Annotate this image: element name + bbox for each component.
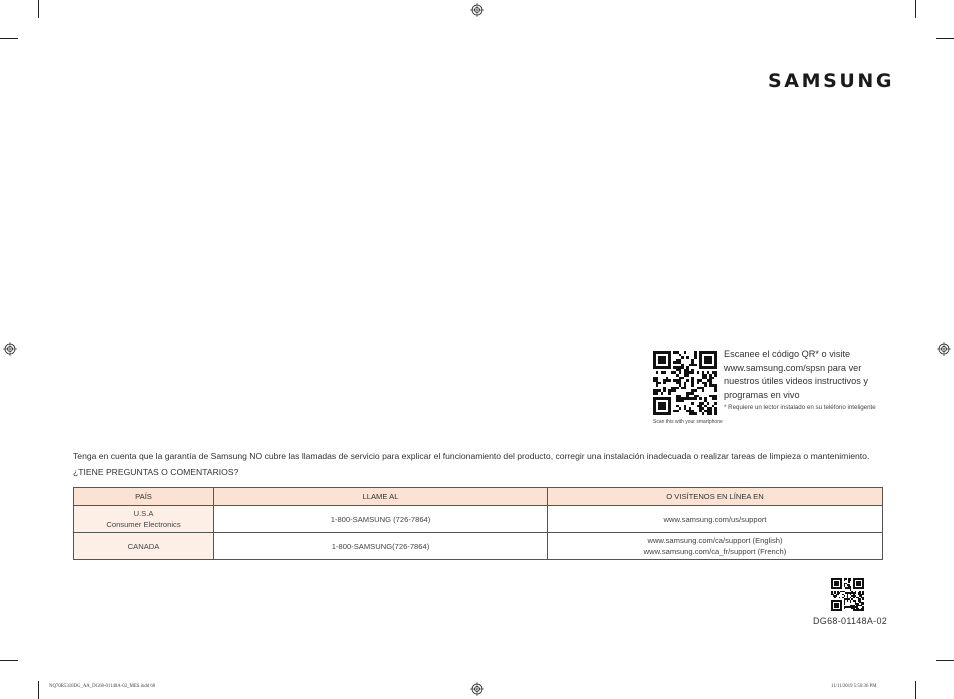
qr-instructions: Escanee el código QR* o visite www.samsung.com/spsn para ver nuestros útiles videos instructivos y programas en vivo [724, 349, 868, 400]
question-heading: ¿TIENE PREGUNTAS O COMENTARIOS? [73, 467, 239, 477]
qr-code-icon[interactable] [653, 351, 717, 415]
crop-mark [0, 38, 18, 39]
crop-mark [38, 0, 39, 18]
registration-mark-icon [937, 342, 951, 356]
website-cell [548, 506, 883, 533]
registration-mark-icon [470, 3, 484, 17]
country-cell [74, 506, 214, 533]
website-link[interactable]: www.samsung.com/ca/support (English) [647, 536, 783, 545]
warranty-notice: Tenga en cuenta que la garantía de Samsung NO cubre las llamadas de servicio para explicar el funcionamiento del producto, corregir una instalación inadecuada o realizar tareas de limpieza o mantenimiento. [73, 451, 870, 461]
table-row [74, 533, 883, 560]
header-phone: LLAME AL [214, 488, 548, 506]
header-website: O VISÍTENOS EN LÍNEA EN [548, 488, 883, 506]
samsung-logo: SAMSUNG [768, 70, 895, 92]
registration-mark-icon [3, 342, 17, 356]
crop-mark [0, 660, 18, 661]
phone-number[interactable]: 1-800-SAMSUNG(726-7864) [214, 533, 548, 560]
country-cell [74, 533, 214, 560]
country-subtitle: Consumer Electronics [106, 520, 181, 529]
qr-caption: Scan this with your smartphone [653, 419, 723, 425]
country-name: U.S.A [133, 509, 154, 518]
header-country: PAÍS [74, 488, 214, 506]
support-contact-table [73, 487, 883, 560]
crop-mark [936, 660, 954, 661]
small-qr-code-icon [831, 578, 864, 611]
crop-mark [915, 681, 916, 699]
footer-file-info: NQ70R5310DG_AA_DG68-01148A-02_MES.indd 68 [49, 684, 156, 689]
phone-number[interactable]: 1-800-SAMSUNG (726-7864) [214, 506, 548, 533]
crop-mark [38, 681, 39, 699]
website-link[interactable]: www.samsung.com/ca_fr/support (French) [643, 547, 787, 556]
document-number: DG68-01148A-02 [813, 616, 888, 626]
footer-timestamp: 11/11/2019 5:56:36 PM [831, 684, 877, 689]
website-cell [548, 533, 883, 560]
website-link[interactable]: www.samsung.com/us/support [663, 514, 767, 524]
crop-mark [936, 38, 954, 39]
qr-footnote: * Requiere un lector instalado en su teléfono inteligente [724, 404, 876, 411]
table-row [74, 506, 883, 533]
country-name: CANADA [127, 541, 160, 551]
registration-mark-icon [470, 682, 484, 696]
crop-mark [915, 0, 916, 18]
